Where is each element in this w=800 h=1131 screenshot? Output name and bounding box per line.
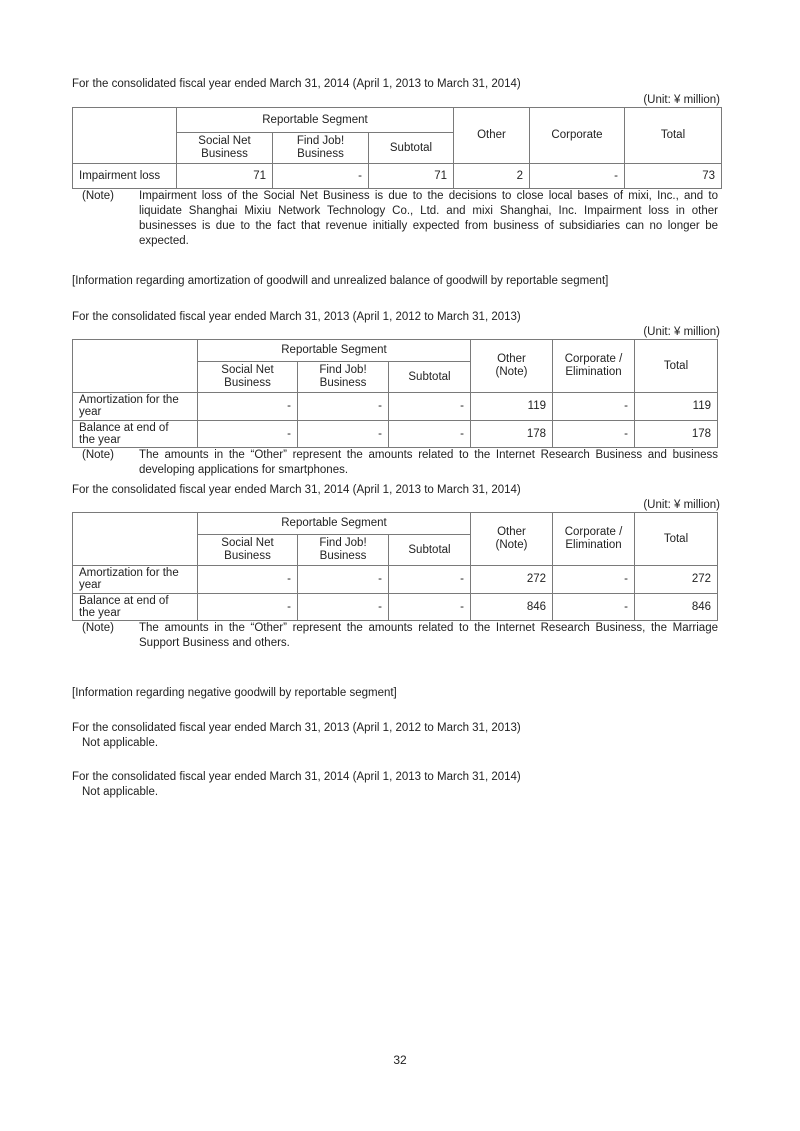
table-row [73,393,718,421]
cell-subtotal: - [389,421,471,448]
header-reportable-segment: Reportable Segment [198,340,471,362]
cell-social-net: - [198,594,298,621]
cell-find-job: - [298,566,389,594]
note-tag: (Note) [82,190,114,202]
header-total: Total [625,108,722,164]
header-corporate: Corporate [530,108,625,164]
table-row [73,421,718,448]
header-total: Total [635,513,718,566]
cell-social-net: - [198,566,298,594]
cell-social-net: 71 [177,164,273,189]
goodwill-2014-note [82,621,720,653]
header-blank-cell [73,340,198,393]
header-total: Total [635,340,718,393]
negative-goodwill-2014-period-title: For the consolidated fiscal year ended March 31, 2014 (April 1, 2013 to March 31, 2014) [72,771,521,783]
cell-find-job: - [298,393,389,421]
cell-corporate: - [553,566,635,594]
impairment-note [82,189,720,251]
cell-other: 178 [471,421,553,448]
header-other-note: Other (Note) [471,513,553,566]
row-label: Balance at end of the year [73,594,198,621]
cell-corporate: - [553,393,635,421]
cell-find-job: - [298,421,389,448]
cell-total: 178 [635,421,718,448]
header-corporate-elimination: Corporate / Elimination [553,513,635,566]
impairment-period-title: For the consolidated fiscal year ended March 31, 2014 (April 1, 2013 to March 31, 2014) [72,78,521,90]
header-find-job-business: Find Job! Business [273,133,369,164]
header-subtotal: Subtotal [389,535,471,566]
cell-total: 272 [635,566,718,594]
note-tag: (Note) [82,449,114,461]
header-corporate-elimination: Corporate / Elimination [553,340,635,393]
cell-other: 846 [471,594,553,621]
cell-other: 272 [471,566,553,594]
negative-goodwill-2014-status: Not applicable. [82,786,159,798]
cell-subtotal: - [389,566,471,594]
cell-corporate: - [530,164,625,189]
cell-total: 846 [635,594,718,621]
row-label: Amortization for the year [73,566,198,594]
row-label: Impairment loss [73,164,177,189]
goodwill-section-heading: [Information regarding amortization of goodwill and unrealized balance of goodwill by reportable segment] [72,275,609,287]
row-label: Amortization for the year [73,393,198,421]
goodwill-2013-note [82,448,720,480]
cell-subtotal: 71 [369,164,454,189]
negative-goodwill-heading: [Information regarding negative goodwill by reportable segment] [72,687,397,699]
header-find-job-business: Find Job! Business [298,535,389,566]
cell-subtotal: - [389,594,471,621]
header-find-job-business: Find Job! Business [298,362,389,393]
note-text: The amounts in the “Other” represent the amounts related to the Internet Research Business, the Marriage Support Business and others. [139,622,718,649]
cell-social-net: - [198,421,298,448]
goodwill-2014-table [72,512,718,621]
note-text: Impairment loss of the Social Net Business is due to the decisions to close local bases of mixi, Inc., and to liquidate Shanghai Mixiu Network Technology Co., Ltd. and mixi Shanghai, Inc. Impairment loss in other businesses is due to the fact that revenue initially expected from business of subsidiaries can no longer be expected. [139,190,718,247]
table-row [73,594,718,621]
cell-corporate: - [553,421,635,448]
header-reportable-segment: Reportable Segment [177,108,454,133]
cell-corporate: - [553,594,635,621]
negative-goodwill-2013-period-title: For the consolidated fiscal year ended March 31, 2013 (April 1, 2012 to March 31, 2013) [72,722,521,734]
cell-other: 119 [471,393,553,421]
goodwill-2013-period-title: For the consolidated fiscal year ended March 31, 2013 (April 1, 2012 to March 31, 2013) [72,311,521,323]
header-other-note: Other (Note) [471,340,553,393]
cell-other: 2 [454,164,530,189]
header-other: Other [454,108,530,164]
header-subtotal: Subtotal [389,362,471,393]
cell-subtotal: - [389,393,471,421]
note-text: The amounts in the “Other” represent the amounts related to the Internet Research Business and business developing applications for smartphones. [139,449,718,476]
cell-social-net: - [198,393,298,421]
header-social-net-business: Social Net Business [198,535,298,566]
header-blank-cell [73,513,198,566]
cell-find-job: - [298,594,389,621]
header-reportable-segment: Reportable Segment [198,513,471,535]
cell-find-job: - [273,164,369,189]
impairment-loss-table [72,107,722,189]
negative-goodwill-2013-status: Not applicable. [82,737,159,749]
table-row [73,164,722,189]
goodwill-2014-period-title: For the consolidated fiscal year ended March 31, 2014 (April 1, 2013 to March 31, 2014) [72,484,521,496]
cell-total: 119 [635,393,718,421]
goodwill-2014-unit-label: (Unit: ¥ million) [643,499,720,511]
goodwill-2013-unit-label: (Unit: ¥ million) [643,326,720,338]
note-tag: (Note) [82,622,114,634]
row-label: Balance at end of the year [73,421,198,448]
header-blank-cell [73,108,177,164]
table-row [73,566,718,594]
goodwill-2013-table [72,339,718,448]
cell-total: 73 [625,164,722,189]
impairment-unit-label: (Unit: ¥ million) [643,94,720,106]
header-subtotal: Subtotal [369,133,454,164]
header-social-net-business: Social Net Business [198,362,298,393]
header-social-net-business: Social Net Business [177,133,273,164]
page-number: 32 [393,1053,407,1067]
